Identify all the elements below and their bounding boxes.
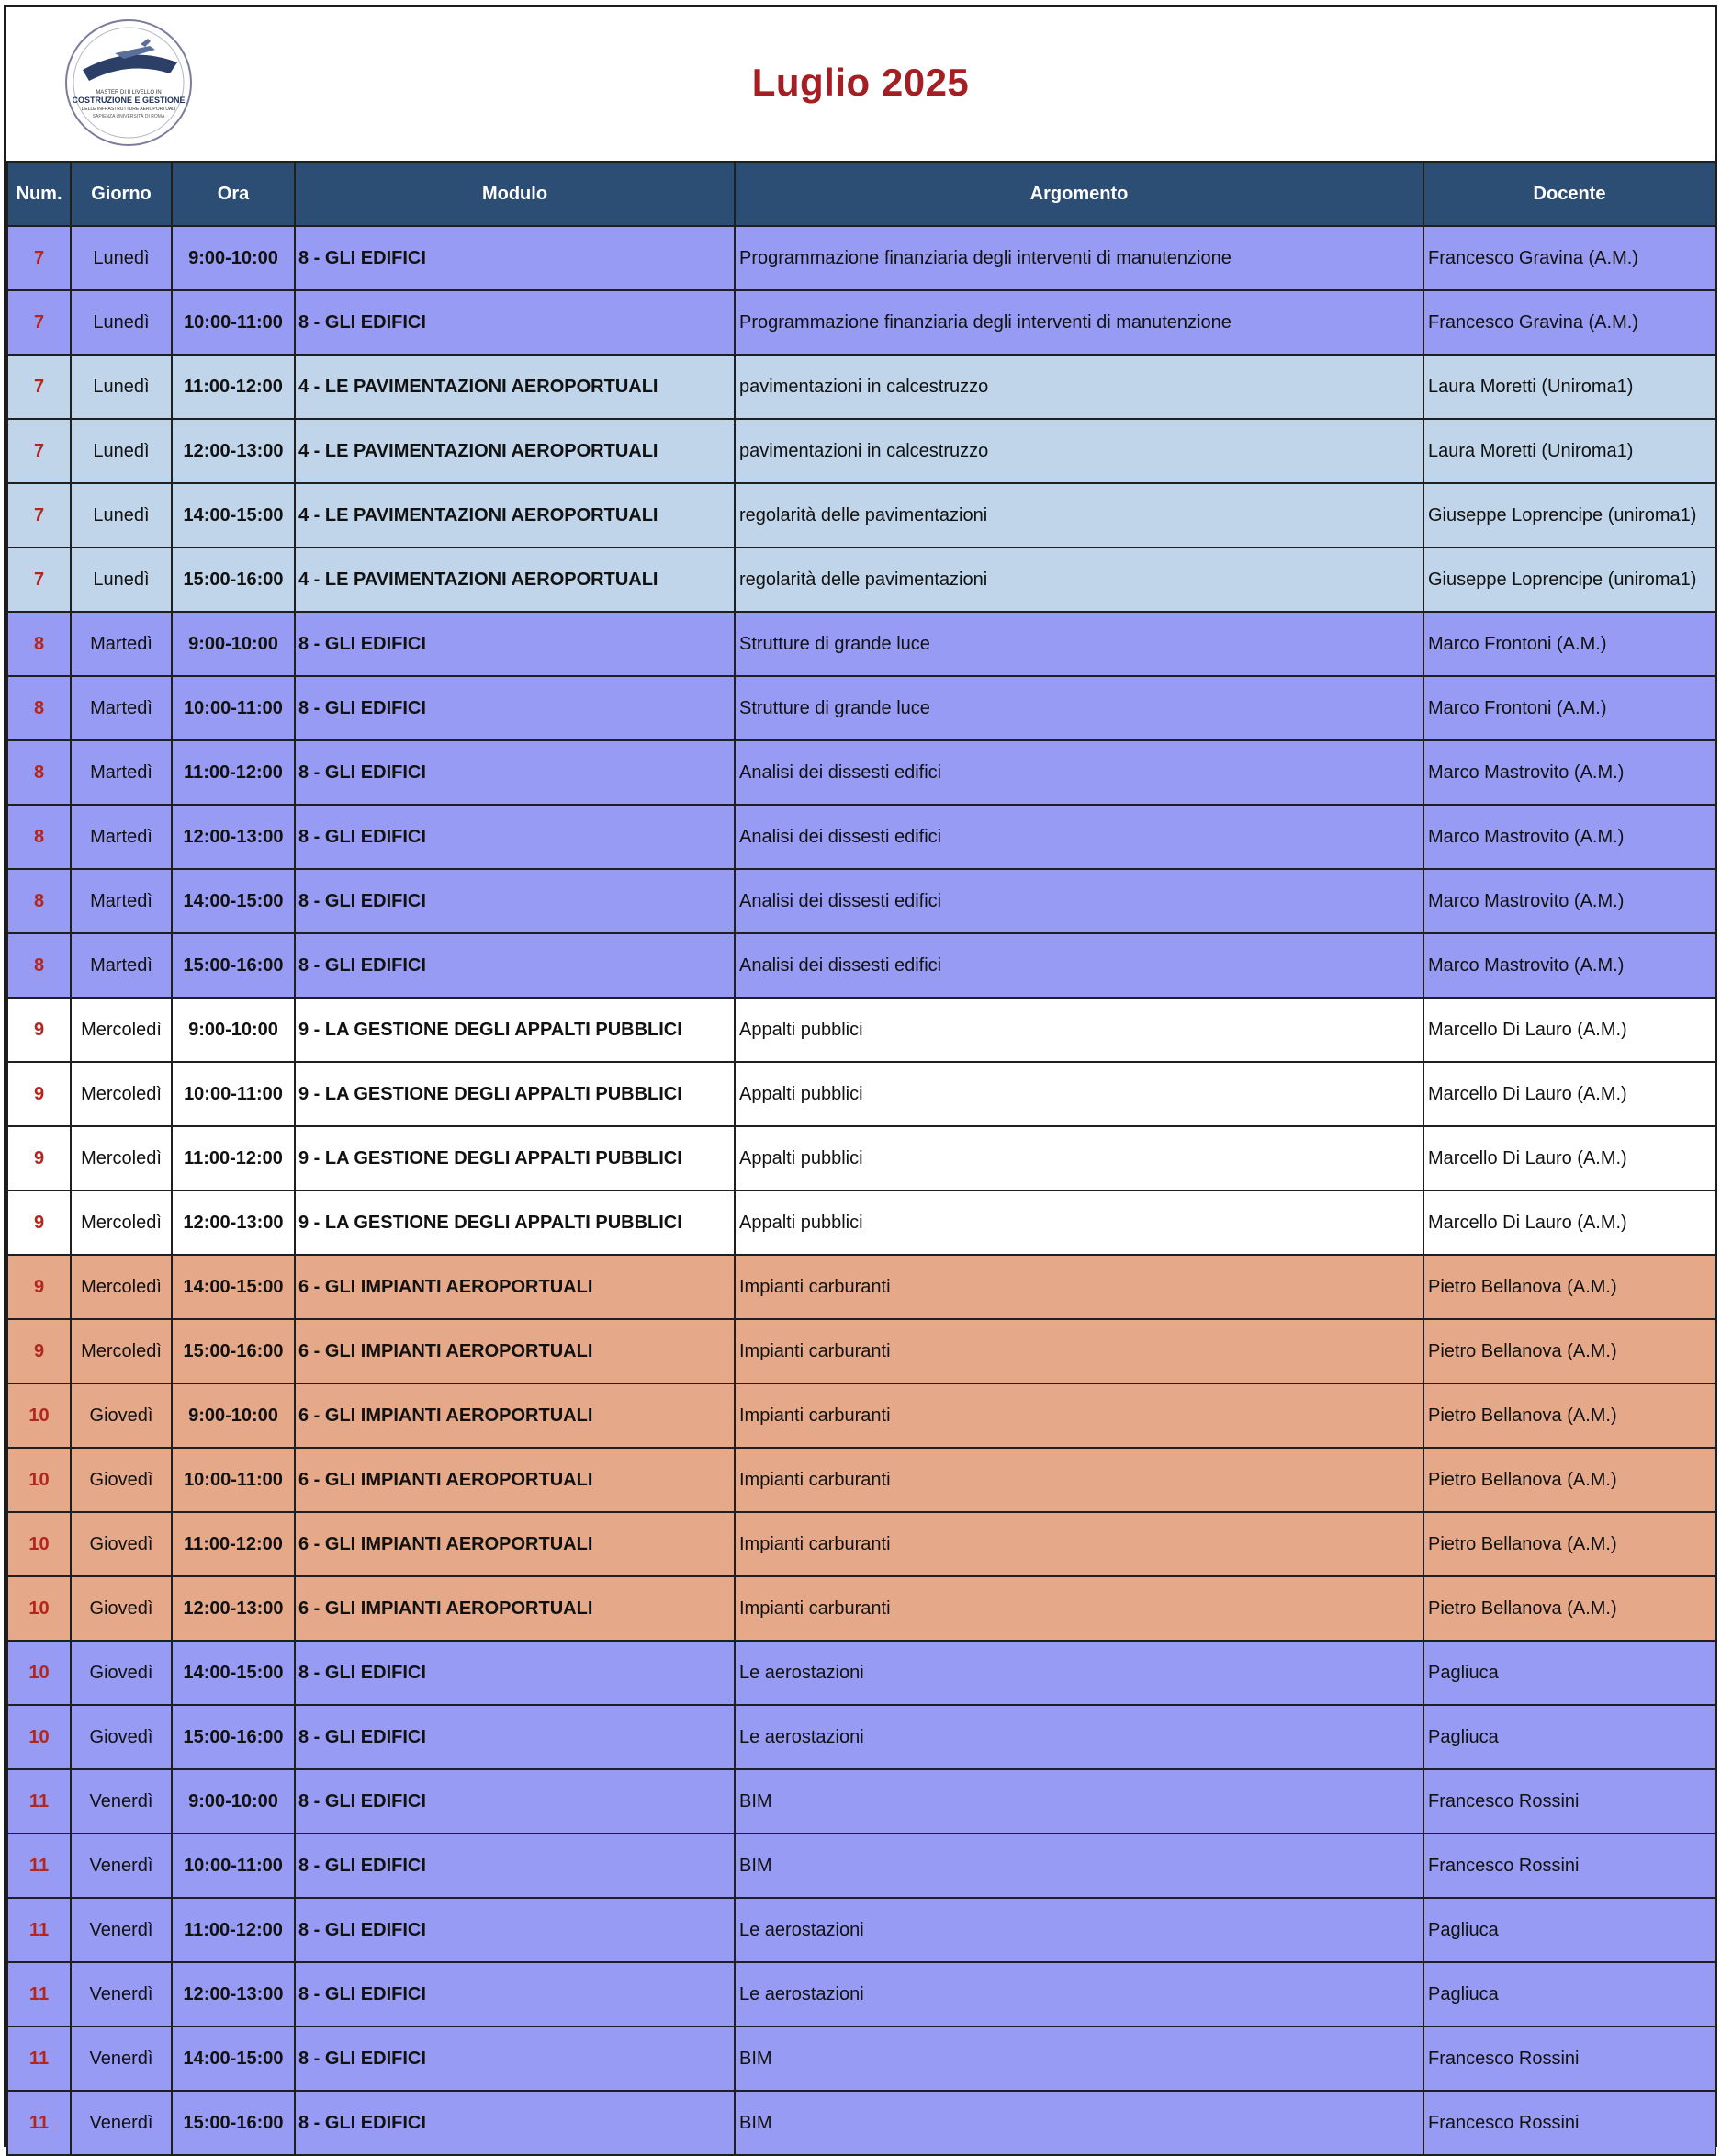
cell-giorno: Giovedì (71, 1383, 172, 1448)
cell-docente: Francesco Rossini (1423, 2091, 1715, 2155)
table-row (7, 1962, 1715, 2026)
cell-num: 11 (7, 1769, 71, 1834)
cell-giorno: Martedì (71, 740, 172, 805)
cell-ora: 12:00-13:00 (172, 805, 295, 869)
cell-num: 7 (7, 419, 71, 483)
cell-giorno: Giovedì (71, 1705, 172, 1769)
cell-ora: 10:00-11:00 (172, 1448, 295, 1512)
cell-docente: Marco Mastrovito (A.M.) (1423, 869, 1715, 933)
logo-line-3: DELLE INFRASTRUTTURE AEROPORTUALI (81, 107, 176, 112)
cell-giorno: Mercoledì (71, 1255, 172, 1319)
cell-argomento: BIM (735, 1834, 1423, 1898)
cell-docente: Giuseppe Loprencipe (uniroma1) (1423, 483, 1715, 547)
cell-ora: 12:00-13:00 (172, 419, 295, 483)
cell-modulo: 8 - GLI EDIFICI (295, 1834, 735, 1898)
cell-modulo: 8 - GLI EDIFICI (295, 933, 735, 998)
table-row (7, 1898, 1715, 1962)
cell-giorno: Venerdì (71, 2026, 172, 2091)
cell-giorno: Lunedì (71, 483, 172, 547)
cell-num: 8 (7, 869, 71, 933)
cell-giorno: Martedì (71, 933, 172, 998)
cell-argomento: Analisi dei dissesti edifici (735, 740, 1423, 805)
col-header-num: Num. (7, 162, 71, 226)
cell-giorno: Mercoledì (71, 1126, 172, 1191)
cell-ora: 10:00-11:00 (172, 290, 295, 355)
col-header-argomento: Argomento (735, 162, 1423, 226)
title-band (6, 7, 1715, 161)
cell-ora: 10:00-11:00 (172, 676, 295, 740)
table-row (7, 1576, 1715, 1641)
col-header-giorno: Giorno (71, 162, 172, 226)
cell-modulo: 8 - GLI EDIFICI (295, 1962, 735, 2026)
cell-ora: 14:00-15:00 (172, 1255, 295, 1319)
logo-line-2: COSTRUZIONE E GESTIONE (72, 96, 186, 105)
cell-argomento: Impianti carburanti (735, 1383, 1423, 1448)
cell-num: 9 (7, 1255, 71, 1319)
cell-num: 10 (7, 1641, 71, 1705)
table-row (7, 612, 1715, 676)
cell-argomento: regolarità delle pavimentazioni (735, 483, 1423, 547)
cell-num: 11 (7, 1962, 71, 2026)
cell-argomento: Programmazione finanziaria degli interventi di manutenzione (735, 226, 1423, 290)
cell-argomento: pavimentazioni in calcestruzzo (735, 355, 1423, 419)
cell-num: 10 (7, 1448, 71, 1512)
cell-docente: Pietro Bellanova (A.M.) (1423, 1255, 1715, 1319)
cell-num: 9 (7, 1191, 71, 1255)
cell-modulo: 9 - LA GESTIONE DEGLI APPALTI PUBBLICI (295, 1191, 735, 1255)
cell-docente: Marcello Di Lauro (A.M.) (1423, 1062, 1715, 1126)
cell-giorno: Venerdì (71, 1898, 172, 1962)
cell-giorno: Lunedì (71, 355, 172, 419)
table-row (7, 1383, 1715, 1448)
table-row (7, 1834, 1715, 1898)
cell-ora: 15:00-16:00 (172, 2091, 295, 2155)
cell-modulo: 8 - GLI EDIFICI (295, 805, 735, 869)
cell-argomento: Appalti pubblici (735, 1062, 1423, 1126)
table-row (7, 1705, 1715, 1769)
cell-ora: 15:00-16:00 (172, 933, 295, 998)
cell-ora: 9:00-10:00 (172, 1769, 295, 1834)
cell-docente: Marco Mastrovito (A.M.) (1423, 933, 1715, 998)
cell-modulo: 9 - LA GESTIONE DEGLI APPALTI PUBBLICI (295, 1126, 735, 1191)
cell-argomento: Impianti carburanti (735, 1255, 1423, 1319)
cell-num: 9 (7, 1126, 71, 1191)
cell-argomento: Strutture di grande luce (735, 676, 1423, 740)
cell-argomento: BIM (735, 1769, 1423, 1834)
cell-ora: 15:00-16:00 (172, 1319, 295, 1383)
cell-num: 7 (7, 483, 71, 547)
cell-num: 11 (7, 2026, 71, 2091)
cell-docente: Francesco Gravina (A.M.) (1423, 226, 1715, 290)
cell-docente: Francesco Rossini (1423, 2026, 1715, 2091)
cell-modulo: 6 - GLI IMPIANTI AEROPORTUALI (295, 1576, 735, 1641)
col-header-docente: Docente (1423, 162, 1715, 226)
cell-num: 11 (7, 2091, 71, 2155)
cell-giorno: Venerdì (71, 1769, 172, 1834)
cell-modulo: 4 - LE PAVIMENTAZIONI AEROPORTUALI (295, 419, 735, 483)
cell-modulo: 8 - GLI EDIFICI (295, 740, 735, 805)
cell-ora: 11:00-12:00 (172, 1512, 295, 1576)
cell-docente: Pagliuca (1423, 1898, 1715, 1962)
cell-docente: Laura Moretti (Uniroma1) (1423, 355, 1715, 419)
cell-docente: Marcello Di Lauro (A.M.) (1423, 1191, 1715, 1255)
cell-argomento: Impianti carburanti (735, 1576, 1423, 1641)
cell-argomento: Le aerostazioni (735, 1705, 1423, 1769)
schedule-table (6, 161, 1716, 2156)
table-row (7, 1448, 1715, 1512)
cell-ora: 11:00-12:00 (172, 1898, 295, 1962)
cell-ora: 9:00-10:00 (172, 612, 295, 676)
cell-num: 7 (7, 547, 71, 612)
cell-giorno: Lunedì (71, 226, 172, 290)
cell-argomento: Le aerostazioni (735, 1641, 1423, 1705)
cell-modulo: 6 - GLI IMPIANTI AEROPORTUALI (295, 1319, 735, 1383)
cell-argomento: Impianti carburanti (735, 1319, 1423, 1383)
table-row (7, 1126, 1715, 1191)
cell-argomento: Appalti pubblici (735, 1191, 1423, 1255)
table-row (7, 676, 1715, 740)
cell-ora: 15:00-16:00 (172, 547, 295, 612)
table-row (7, 483, 1715, 547)
cell-modulo: 8 - GLI EDIFICI (295, 1641, 735, 1705)
cell-argomento: BIM (735, 2091, 1423, 2155)
schedule-sheet (4, 5, 1717, 2147)
cell-giorno: Mercoledì (71, 1319, 172, 1383)
cell-modulo: 9 - LA GESTIONE DEGLI APPALTI PUBBLICI (295, 1062, 735, 1126)
col-header-ora: Ora (172, 162, 295, 226)
cell-argomento: Analisi dei dissesti edifici (735, 805, 1423, 869)
table-row (7, 1641, 1715, 1705)
cell-argomento: Analisi dei dissesti edifici (735, 933, 1423, 998)
table-row (7, 869, 1715, 933)
cell-argomento: BIM (735, 2026, 1423, 2091)
table-row (7, 1062, 1715, 1126)
table-row (7, 355, 1715, 419)
cell-docente: Francesco Gravina (A.M.) (1423, 290, 1715, 355)
cell-modulo: 6 - GLI IMPIANTI AEROPORTUALI (295, 1512, 735, 1576)
table-row (7, 1769, 1715, 1834)
cell-num: 10 (7, 1705, 71, 1769)
table-row (7, 740, 1715, 805)
cell-docente: Pietro Bellanova (A.M.) (1423, 1383, 1715, 1448)
table-body (7, 226, 1715, 2155)
cell-num: 8 (7, 933, 71, 998)
cell-docente: Pagliuca (1423, 1962, 1715, 2026)
cell-modulo: 8 - GLI EDIFICI (295, 1769, 735, 1834)
cell-num: 9 (7, 1062, 71, 1126)
cell-giorno: Mercoledì (71, 998, 172, 1062)
cell-docente: Francesco Rossini (1423, 1769, 1715, 1834)
cell-argomento: Impianti carburanti (735, 1512, 1423, 1576)
cell-giorno: Martedì (71, 805, 172, 869)
cell-ora: 11:00-12:00 (172, 355, 295, 419)
cell-argomento: Analisi dei dissesti edifici (735, 869, 1423, 933)
cell-ora: 14:00-15:00 (172, 2026, 295, 2091)
cell-docente: Pietro Bellanova (A.M.) (1423, 1319, 1715, 1383)
cell-modulo: 8 - GLI EDIFICI (295, 869, 735, 933)
cell-modulo: 8 - GLI EDIFICI (295, 1898, 735, 1962)
cell-modulo: 8 - GLI EDIFICI (295, 676, 735, 740)
cell-modulo: 8 - GLI EDIFICI (295, 2091, 735, 2155)
cell-num: 9 (7, 1319, 71, 1383)
cell-num: 9 (7, 998, 71, 1062)
table-row (7, 805, 1715, 869)
cell-ora: 12:00-13:00 (172, 1576, 295, 1641)
cell-num: 11 (7, 1834, 71, 1898)
cell-num: 8 (7, 612, 71, 676)
cell-docente: Marco Mastrovito (A.M.) (1423, 805, 1715, 869)
cell-docente: Pagliuca (1423, 1705, 1715, 1769)
cell-giorno: Venerdì (71, 2091, 172, 2155)
cell-giorno: Mercoledì (71, 1062, 172, 1126)
cell-docente: Marco Frontoni (A.M.) (1423, 612, 1715, 676)
cell-modulo: 4 - LE PAVIMENTAZIONI AEROPORTUALI (295, 547, 735, 612)
cell-giorno: Giovedì (71, 1576, 172, 1641)
cell-ora: 10:00-11:00 (172, 1834, 295, 1898)
table-row (7, 2091, 1715, 2155)
cell-modulo: 9 - LA GESTIONE DEGLI APPALTI PUBBLICI (295, 998, 735, 1062)
table-row (7, 2026, 1715, 2091)
cell-modulo: 6 - GLI IMPIANTI AEROPORTUALI (295, 1383, 735, 1448)
cell-giorno: Martedì (71, 676, 172, 740)
cell-giorno: Mercoledì (71, 1191, 172, 1255)
cell-ora: 10:00-11:00 (172, 1062, 295, 1126)
cell-ora: 11:00-12:00 (172, 740, 295, 805)
cell-docente: Pagliuca (1423, 1641, 1715, 1705)
cell-argomento: Le aerostazioni (735, 1898, 1423, 1962)
table-row (7, 1512, 1715, 1576)
cell-num: 10 (7, 1383, 71, 1448)
cell-num: 7 (7, 290, 71, 355)
cell-docente: Marco Mastrovito (A.M.) (1423, 740, 1715, 805)
table-row (7, 419, 1715, 483)
cell-argomento: Appalti pubblici (735, 998, 1423, 1062)
cell-ora: 9:00-10:00 (172, 226, 295, 290)
cell-ora: 14:00-15:00 (172, 483, 295, 547)
cell-docente: Marcello Di Lauro (A.M.) (1423, 1126, 1715, 1191)
cell-giorno: Venerdì (71, 1962, 172, 2026)
cell-giorno: Giovedì (71, 1641, 172, 1705)
logo-line-1: MASTER DI II LIVELLO IN (96, 90, 162, 96)
cell-argomento: pavimentazioni in calcestruzzo (735, 419, 1423, 483)
cell-num: 10 (7, 1512, 71, 1576)
cell-modulo: 8 - GLI EDIFICI (295, 2026, 735, 2091)
cell-docente: Pietro Bellanova (A.M.) (1423, 1448, 1715, 1512)
cell-num: 7 (7, 355, 71, 419)
cell-modulo: 8 - GLI EDIFICI (295, 612, 735, 676)
table-row (7, 933, 1715, 998)
cell-ora: 12:00-13:00 (172, 1962, 295, 2026)
cell-ora: 12:00-13:00 (172, 1191, 295, 1255)
table-row (7, 290, 1715, 355)
cell-giorno: Martedì (71, 612, 172, 676)
cell-argomento: Programmazione finanziaria degli interventi di manutenzione (735, 290, 1423, 355)
cell-modulo: 6 - GLI IMPIANTI AEROPORTUALI (295, 1255, 735, 1319)
cell-num: 10 (7, 1576, 71, 1641)
cell-ora: 14:00-15:00 (172, 869, 295, 933)
table-row (7, 998, 1715, 1062)
cell-giorno: Lunedì (71, 547, 172, 612)
cell-argomento: regolarità delle pavimentazioni (735, 547, 1423, 612)
cell-ora: 14:00-15:00 (172, 1641, 295, 1705)
table-row (7, 226, 1715, 290)
cell-argomento: Impianti carburanti (735, 1448, 1423, 1512)
cell-modulo: 8 - GLI EDIFICI (295, 290, 735, 355)
cell-docente: Marcello Di Lauro (A.M.) (1423, 998, 1715, 1062)
cell-docente: Pietro Bellanova (A.M.) (1423, 1512, 1715, 1576)
cell-docente: Marco Frontoni (A.M.) (1423, 676, 1715, 740)
cell-num: 11 (7, 1898, 71, 1962)
cell-ora: 15:00-16:00 (172, 1705, 295, 1769)
cell-giorno: Giovedì (71, 1448, 172, 1512)
cell-giorno: Martedì (71, 869, 172, 933)
header-row (7, 162, 1715, 226)
cell-modulo: 6 - GLI IMPIANTI AEROPORTUALI (295, 1448, 735, 1512)
cell-modulo: 8 - GLI EDIFICI (295, 226, 735, 290)
logo-line-4: SAPIENZA UNIVERSITÀ DI ROMA (92, 114, 165, 119)
cell-docente: Laura Moretti (Uniroma1) (1423, 419, 1715, 483)
cell-docente: Francesco Rossini (1423, 1834, 1715, 1898)
table-row (7, 1319, 1715, 1383)
cell-ora: 9:00-10:00 (172, 1383, 295, 1448)
cell-argomento: Le aerostazioni (735, 1962, 1423, 2026)
cell-num: 8 (7, 805, 71, 869)
cell-giorno: Giovedì (71, 1512, 172, 1576)
cell-argomento: Appalti pubblici (735, 1126, 1423, 1191)
page-title: Luglio 2025 (751, 61, 970, 104)
table-row (7, 1255, 1715, 1319)
cell-num: 8 (7, 740, 71, 805)
table-row (7, 1191, 1715, 1255)
table-row (7, 547, 1715, 612)
cell-giorno: Lunedì (71, 419, 172, 483)
cell-docente: Pietro Bellanova (A.M.) (1423, 1576, 1715, 1641)
cell-giorno: Lunedì (71, 290, 172, 355)
cell-giorno: Venerdì (71, 1834, 172, 1898)
cell-argomento: Strutture di grande luce (735, 612, 1423, 676)
cell-modulo: 4 - LE PAVIMENTAZIONI AEROPORTUALI (295, 483, 735, 547)
cell-docente: Giuseppe Loprencipe (uniroma1) (1423, 547, 1715, 612)
cell-modulo: 8 - GLI EDIFICI (295, 1705, 735, 1769)
cell-num: 7 (7, 226, 71, 290)
col-header-modulo: Modulo (295, 162, 735, 226)
cell-modulo: 4 - LE PAVIMENTAZIONI AEROPORTUALI (295, 355, 735, 419)
cell-ora: 11:00-12:00 (172, 1126, 295, 1191)
cell-ora: 9:00-10:00 (172, 998, 295, 1062)
cell-num: 8 (7, 676, 71, 740)
